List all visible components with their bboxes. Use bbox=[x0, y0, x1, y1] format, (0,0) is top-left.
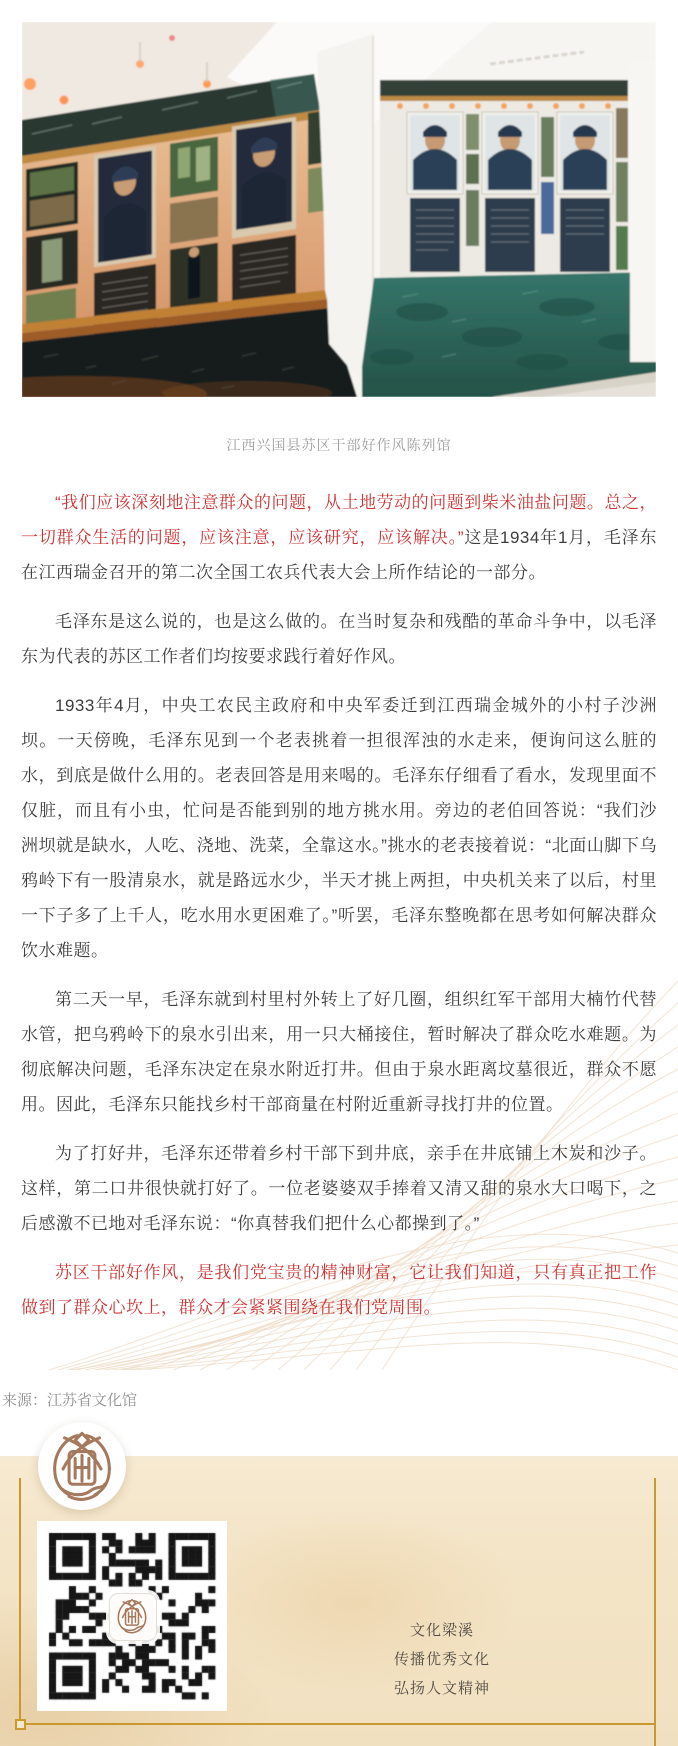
culture-emblem-icon bbox=[38, 1422, 126, 1510]
footer-slogan-line: 文化梁溪 bbox=[409, 1622, 474, 1639]
gold-frame-left bbox=[19, 1478, 21, 1725]
body-text: 这是1934年1月，毛泽东在江西瑞金召开的第二次全国工农兵代表大会上所作结论的一部分。 bbox=[21, 528, 657, 582]
body-text: 为了打好井，毛泽东还带着乡村干部下到井底，亲手在井底铺上木炭和沙子。这样，第二口井很快就打好了。一位老婆婆双手捧着又清又甜的泉水大口喝下，之后感激不已地对毛泽东说：“你真替我们把什么心都操到了。” bbox=[21, 1144, 657, 1233]
article-paragraph bbox=[21, 604, 657, 674]
article-paragraph bbox=[21, 1255, 657, 1325]
gold-frame-bottom bbox=[19, 1723, 655, 1725]
body-text: 第二天一早，毛泽东就到村里村外转上了好几圈，组织红军干部用大楠竹代替水管，把乌鸦岭下的泉水引出来，用一只大桶接住，暂时解决了群众吃水难题。为彻底解决问题，毛泽东决定在泉水附近打井。但由于泉水距离坟墓很近，群众不愿用。因此，毛泽东只能找乡村干部商量在村附近重新寻找打井的位置。 bbox=[21, 990, 657, 1114]
footer-slogan bbox=[230, 1616, 654, 1703]
qr-code bbox=[37, 1521, 227, 1711]
source-line: 来源：江苏省文化馆 bbox=[2, 1392, 138, 1409]
article-paragraph bbox=[21, 688, 657, 968]
article-paragraph bbox=[21, 485, 657, 590]
highlight-text: “我们应该深刻地注意群众的问题，从土地劳动的问题到柴米油盐问题。总之，一切群众生活的问题，应该注意，应该研究，应该解决。” bbox=[21, 493, 657, 547]
exhibition-hall-photo-art bbox=[22, 22, 656, 397]
body-text: 毛泽东是这么说的，也是这么做的。在当时复杂和残酷的革命斗争中，以毛泽东为代表的苏区工作者们均按要求践行着好作风。 bbox=[21, 612, 657, 666]
footer-slogan-line: 弘扬人文精神 bbox=[393, 1680, 490, 1697]
exhibition-hall-photo bbox=[22, 22, 656, 397]
footer-card bbox=[0, 1456, 678, 1746]
article-body bbox=[0, 485, 678, 1325]
body-text: 1933年4月，中央工农民主政府和中央军委迁到江西瑞金城外的小村子沙洲坝。一天傍晚，毛泽东见到一个老表挑着一担很浑浊的水走来，便询问这么脏的水，到底是做什么用的。老表回答是用来喝的。毛泽东仔细看了看水，发现里面不仅脏，而且有小虫，忙问是否能到别的地方挑水用。旁边的老伯回答说：“我们沙洲坝就是缺水，人吃、浇地、洗菜，全靠这水。”挑水的老表接着说：“北面山脚下乌鸦岭下有一股清泉水，就是路远水少，半天才挑上两担，中央机关来了以后，村里一下子多了上千人，吃水用水更困难了。”听罢，毛泽东整晚都在思考如何解决群众饮水难题。 bbox=[21, 696, 657, 960]
article-paragraph bbox=[21, 982, 657, 1122]
highlight-text: 苏区干部好作风，是我们党宝贵的精神财富，它让我们知道，只有真正把工作做到了群众心坎上，群众才会紧紧围绕在我们党周围。 bbox=[21, 1263, 657, 1317]
article-paragraph bbox=[21, 1136, 657, 1241]
gold-frame-right bbox=[654, 1478, 656, 1746]
qr-center-emblem-icon bbox=[109, 1593, 157, 1641]
gold-frame-corner bbox=[15, 1719, 26, 1730]
photo-caption: 江西兴国县苏区干部好作风陈列馆 bbox=[226, 437, 452, 453]
footer-slogan-line: 传播优秀文化 bbox=[393, 1651, 490, 1668]
